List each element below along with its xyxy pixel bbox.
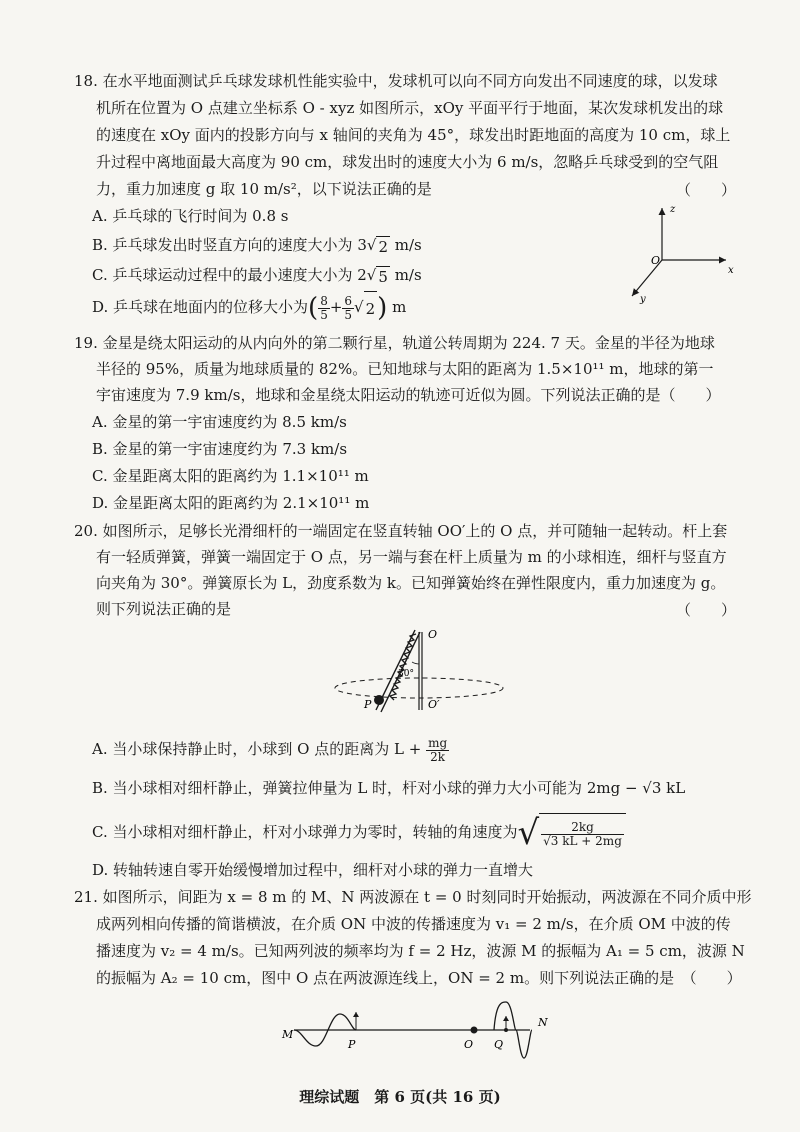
q21-stem-line-1: 21. 如图所示，间距为 x = 8 m 的 M、N 两波源在 t = 0 时刻同时开始振动，两波源在不同介质中形 (74, 888, 752, 906)
fig-label-p: P (348, 1038, 356, 1051)
q20-stem-line-1: 20. 如图所示，足够长光滑细杆的一端固定在竖直转轴 OO′上的 O 点，并可随轴一起转动。杆上套 (74, 522, 728, 540)
q18-option-b: B. 乒乓球发出时竖直方向的速度大小为 3√ 2 m/s (92, 236, 422, 256)
q18-stem-line-3: 的速度在 xOy 面内的投影方向与 x 轴间的夹角为 45°，球发出时距地面的高度为 10 cm，球上 (96, 126, 731, 144)
fig-label-q: Q (494, 1038, 504, 1051)
fig-angle-label: 30° (398, 669, 414, 679)
q18-stem-line-2: 机所在位置为 O 点建立坐标系 O - xyz 如图所示，xOy 平面平行于地面，某次发球机发出的球 (96, 99, 724, 117)
y-axis-label: y (640, 294, 646, 305)
fig-label-o-prime: O′ (428, 698, 440, 711)
q20-option-a: A. 当小球保持静止时，小球到 O 点的距离为 L + $\frac{mg}{2k}$ (92, 735, 448, 764)
z-axis-label: z (670, 204, 676, 215)
q18-option-a: A. 乒乓球的飞行时间为 0.8 s (92, 207, 289, 225)
q20-stem-line-2: 有一轻质弹簧，弹簧一端固定于 O 点，另一端与套在杆上质量为 m 的小球相连，细杆与竖直方 (96, 548, 727, 566)
ball (374, 695, 384, 705)
point-o (471, 1027, 478, 1034)
q18-axis-diagram (618, 200, 748, 310)
q20-option-c: C. 当小球相对细杆静止，杆对小球弹力为零时，转轴的角速度为√ $\frac{2kg}{√3 kL + 2mg}$ (92, 812, 626, 854)
origin-label: O (651, 254, 661, 267)
q18-stem-line-5: 力，重力加速度 g 取 10 m/s²，以下说法正确的是 (96, 180, 432, 198)
x-axis-label: x (728, 265, 734, 276)
q20-option-b: B. 当小球相对细杆静止，弹簧拉伸量为 L 时，杆对小球的弹力大小可能为 2mg − √3 kL (92, 779, 686, 797)
q21-stem-line-2: 成两列相向传播的简谐横波，在介质 ON 中波的传播速度为 v₁ = 2 m/s，在介质 OM 中波的传 (96, 915, 731, 933)
q21-wave-diagram (280, 996, 560, 1066)
q18-option-d: D. 乒乓球在地面内的位移大小为( $\frac{8}{5}$ + $\frac{6}{5}$ √ 2) m (92, 290, 406, 326)
fig-label-p: P (364, 698, 372, 711)
q19-option-c: C. 金星距离太阳的距离约为 1.1×10¹¹ m (92, 467, 369, 485)
q21-stem-line-4: 的振幅为 A₂ = 10 cm，图中 O 点在两波源连线上，ON = 2 m。则下列说法正确的是 （ ） (96, 969, 742, 987)
q19-stem-line-2: 半径的 95%，质量为地球质量的 82%。已知地球与太阳的距离为 1.5×10¹¹ m，地球的第一 (96, 360, 714, 378)
point-q (504, 1028, 508, 1032)
q18-option-c: C. 乒乓球运动过程中的最小速度大小为 2√ 5 m/s (92, 266, 422, 286)
q19-stem-line-1: 19. 金星是绕太阳运动的从内向外的第二颗行星，轨道公转周期为 224. 7 天。金星的半径为地球 (74, 334, 715, 352)
page-footer: 理综试题 第 6 页(共 16 页) (299, 1088, 501, 1106)
q18-answer-paren: （ ） (676, 181, 737, 199)
fig-label-m: M (282, 1028, 294, 1041)
q19-option-a: A. 金星的第一宇宙速度约为 8.5 km/s (92, 413, 347, 431)
fig-label-n: N (538, 1016, 548, 1029)
q19-stem-line-3: 宇宙速度为 7.9 km/s，地球和金星绕太阳运动的轨迹可近似为圆。下列说法正确的是（ ） (96, 386, 721, 404)
q20-stem-line-4: 则下列说法正确的是 (96, 600, 232, 618)
q21-stem-line-3: 播速度为 v₂ = 4 m/s。已知两列波的频率均为 f = 2 Hz，波源 M 的振幅为 A₁ = 5 cm，波源 N (96, 942, 745, 960)
q20-option-d: D. 转轴转速自零开始缓慢增加过程中，细杆对小球的弹力一直增大 (92, 861, 534, 879)
q19-option-d: D. 金星距离太阳的距离约为 2.1×10¹¹ m (92, 494, 370, 512)
q19-option-b: B. 金星的第一宇宙速度约为 7.3 km/s (92, 440, 348, 458)
q20-answer-paren: （ ） (676, 601, 737, 619)
q20-rod-spring-diagram (324, 622, 504, 732)
fig-label-o: O (428, 628, 438, 641)
q18-stem-line-1: 18. 在水平地面测试乒乓球发球机性能实验中，发球机可以向不同方向发出不同速度的球，以发球 (74, 72, 718, 90)
fig-label-o: O (464, 1038, 474, 1051)
q18-stem-line-4: 升过程中离地面最大高度为 90 cm，球发出时的速度大小为 6 m/s，忽略乒乓球受到的空气阻 (96, 153, 719, 171)
q20-stem-line-3: 向夹角为 30°。弹簧原长为 L，劲度系数为 k。已知弹簧始终在弹性限度内，重力加速度为 g。 (96, 574, 726, 592)
